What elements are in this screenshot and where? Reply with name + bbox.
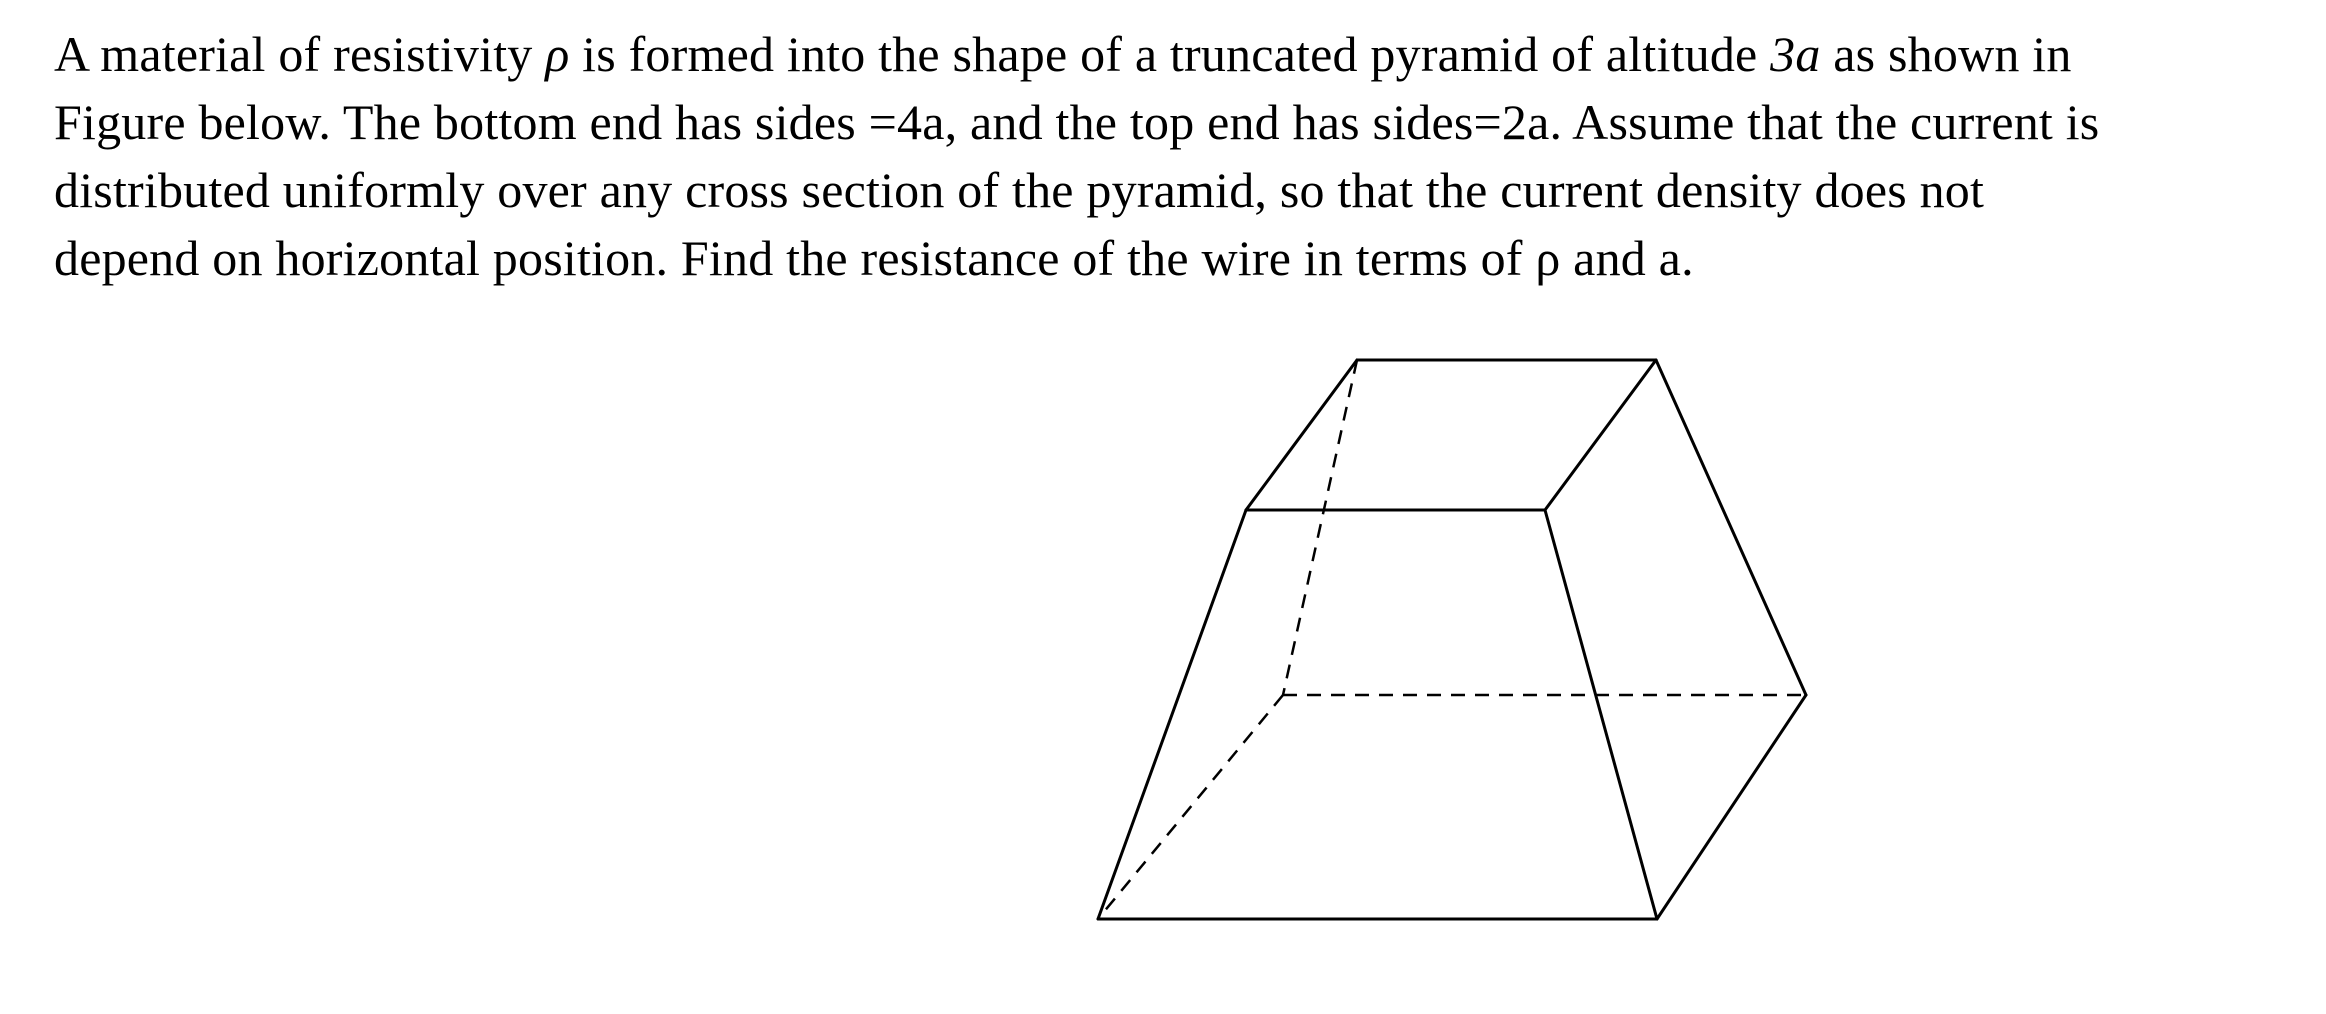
problem-line-1-text-c: as shown in bbox=[1820, 26, 2072, 82]
top-right-edge bbox=[1545, 360, 1656, 510]
hidden-bottom-left-edge bbox=[1098, 695, 1283, 919]
problem-line-1-text-b: is formed into the shape of a truncated pyramid of altitude bbox=[569, 26, 1771, 82]
problem-line-3: distributed uniformly over any cross section of the pyramid, so that the current density does not bbox=[54, 162, 1985, 218]
problem-line-1-text-a: A material of resistivity bbox=[54, 26, 546, 82]
altitude-value: 3a bbox=[1770, 26, 1821, 82]
problem-line-2: Figure below. The bottom end has sides =4a, and the top end has sides=2a. Assume that the current is bbox=[54, 94, 2100, 150]
lateral-front-right-edge bbox=[1545, 510, 1657, 919]
lateral-front-left-edge bbox=[1098, 510, 1246, 919]
problem-line-4: depend on horizontal position. Find the resistance of the wire in terms of ρ and a. bbox=[54, 230, 1694, 286]
rho-symbol: ρ bbox=[545, 26, 570, 82]
bottom-right-edge bbox=[1657, 695, 1806, 919]
lateral-back-right-edge bbox=[1656, 360, 1806, 695]
